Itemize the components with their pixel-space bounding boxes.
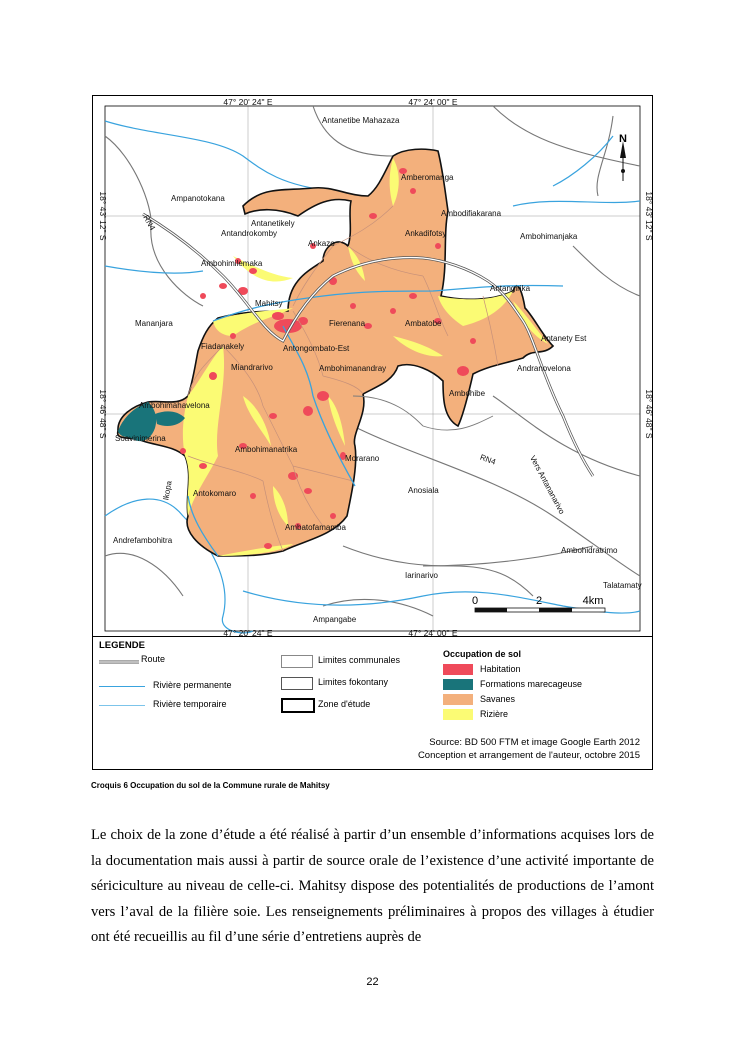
north-arrow-icon	[619, 133, 627, 181]
village-label: Antangirika	[490, 284, 531, 293]
legend-riviere-temporaire: Rivière temporaire	[153, 699, 227, 709]
village-label: Amberomanga	[401, 173, 454, 182]
legend-occupation-title: Occupation de sol	[443, 649, 522, 659]
map-credit: Conception et arrangement de l'auteur, octobre 2015	[417, 750, 640, 761]
riviere-permanente-swatch	[99, 686, 145, 687]
village-label: Ankazo	[308, 239, 335, 248]
village-label: Ambohimilemaka	[201, 259, 263, 268]
coordinate-right-label: 18° 43' 12" S	[644, 191, 654, 241]
body-paragraph: Le choix de la zone d’étude a été réalisé à partir d’un ensemble d’informations acquises lors de la documentation mais aussi à partir de source orale de l’existence d’une activité importante de sériciculture au niveau de celle-ci. Mahitsy dispose des potentialités de productions de l’amont vers l’aval de la filière soie. Les renseignements préliminaires à propos des villages à étudier ont été recueillis au fil d’une série d’entretiens auprès de	[91, 827, 654, 946]
place-label: Iarinarivo	[405, 571, 438, 580]
village-label: Soavinimerina	[115, 434, 166, 443]
place-label: Ampangabe	[313, 615, 357, 624]
road-direction-label: Vers Antananarivo	[527, 454, 567, 516]
scale-label-4km: 4km	[582, 595, 604, 607]
coordinate-top-label: 47° 24' 00" E	[408, 97, 458, 107]
coordinate-right-label: 18° 46' 48" S	[644, 389, 654, 439]
coordinate-bottom-label: 47° 24' 00" E	[408, 628, 458, 638]
place-label: Antanetibe Mahazaza	[322, 116, 400, 125]
legend-formations: Formations marecageuse	[480, 679, 583, 689]
village-label: Mahitsy	[255, 299, 283, 308]
village-label: Fierenana	[329, 319, 366, 328]
route-swatch	[99, 659, 141, 665]
village-label: Andrefambohitra	[113, 536, 173, 545]
legend-zone-etude: Zone d'étude	[318, 699, 371, 709]
legend-title: LEGENDE	[99, 640, 145, 651]
legend-riviere-permanente: Rivière permanente	[153, 680, 232, 690]
village-label: Antokomaro	[193, 489, 237, 498]
village-label: Ambohibe	[449, 389, 486, 398]
village-label: Ankadifotsy	[405, 229, 447, 238]
village-label: Fiadanakely	[201, 342, 245, 351]
village-label: Ambohimanandray	[319, 364, 387, 373]
riviere-temporaire-swatch	[99, 705, 145, 706]
place-label: Ampanotokana	[171, 194, 225, 203]
savanes-swatch	[443, 694, 473, 705]
habitation-swatch	[443, 664, 473, 675]
village-label: Antanetikely	[251, 219, 295, 228]
page-number: 22	[366, 976, 379, 988]
place-label: Anosiala	[408, 486, 439, 495]
legend-habitation: Habitation	[480, 664, 521, 674]
village-label: Miandrarivo	[231, 363, 273, 372]
village-label: Antanety Est	[541, 334, 587, 343]
legend-route: Route	[141, 654, 166, 664]
riziere-swatch	[443, 709, 473, 720]
scale-label-0: 0	[471, 595, 479, 607]
village-label: Antongombato-Est	[283, 344, 350, 353]
legend-limites-fokontany: Limites fokontany	[318, 677, 389, 687]
road-label-rn4: RN4	[141, 213, 158, 232]
place-label: Talatamaty	[603, 581, 642, 590]
coordinate-bottom-label: 47° 20' 24" E	[223, 628, 273, 638]
legend-divider	[93, 636, 652, 637]
village-label: Ambatofamamba	[285, 523, 346, 532]
coordinate-left-label: 18° 46' 48" S	[98, 389, 108, 439]
land-use-map	[93, 96, 652, 636]
village-label: Antandrokomby	[221, 229, 278, 238]
village-label: Ambodifiakarana	[441, 209, 502, 218]
limites-fokontany-swatch	[281, 677, 313, 690]
coordinate-left-label: 18° 43' 12" S	[98, 191, 108, 241]
village-label: Ambohimahavelona	[139, 401, 210, 410]
legend-savanes: Savanes	[480, 694, 516, 704]
map-figure	[92, 95, 653, 770]
river-label-ikopa: Ikopa	[161, 480, 174, 501]
village-label: Ambatobe	[405, 319, 442, 328]
legend-riziere: Rizière	[480, 709, 509, 719]
limites-communales-swatch	[281, 655, 313, 668]
village-label: Andranovelona	[517, 364, 571, 373]
north-label: N	[619, 133, 627, 145]
place-label: Ambohimanjaka	[520, 232, 578, 241]
map-source: Source: BD 500 FTM et image Google Earth 2012	[429, 737, 640, 748]
legend-limites-communales: Limites communales	[318, 655, 401, 665]
village-label: Morarano	[345, 454, 380, 463]
figure-caption: Croquis 6 Occupation du sol de la Commune rurale de Mahitsy	[91, 781, 330, 790]
communal-limits	[353, 396, 493, 430]
coordinate-top-label: 47° 20' 24" E	[223, 97, 273, 107]
road-label-rn4: RN4	[478, 452, 497, 467]
place-label: Ambohidratrimo	[561, 546, 618, 555]
village-label: Ambohimanatrika	[235, 445, 298, 454]
formations-swatch	[443, 679, 473, 690]
zone-etude-swatch	[281, 698, 315, 713]
scale-bar	[472, 595, 605, 612]
place-label: Mananjara	[135, 319, 173, 328]
scale-label-2: 2	[535, 595, 543, 607]
